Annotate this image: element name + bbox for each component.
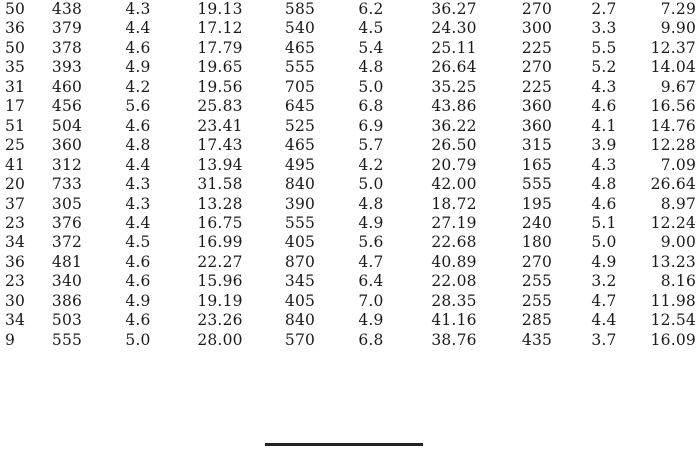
table-cell: 435 [521, 330, 553, 349]
table-cell: 28.35 [431, 291, 477, 310]
table-cell: 5.0 [125, 330, 151, 349]
table-cell: 270 [521, 0, 553, 18]
table-cell: 3.3 [591, 19, 617, 38]
table-row [0, 331, 700, 350]
table-cell: 50 [5, 0, 26, 18]
table-cell: 9.90 [660, 19, 696, 38]
table-cell: 4.4 [125, 213, 151, 232]
table-cell: 4.2 [125, 77, 151, 96]
table-cell: 6.8 [358, 330, 384, 349]
table-cell: 5.0 [358, 77, 384, 96]
table-cell: 5.0 [591, 233, 617, 252]
table-cell: 6.2 [358, 0, 384, 18]
table-cell: 405 [284, 233, 316, 252]
table-cell: 870 [284, 252, 316, 271]
table-cell: 465 [284, 38, 316, 57]
table-cell: 405 [284, 291, 316, 310]
table-cell: 6.8 [358, 97, 384, 116]
table-cell: 17.43 [197, 136, 243, 155]
table-cell: 165 [521, 155, 553, 174]
table-cell: 4.7 [358, 252, 384, 271]
table-cell: 4.9 [358, 213, 384, 232]
table-cell: 4.2 [358, 155, 384, 174]
table-cell: 4.6 [125, 116, 151, 135]
table-cell: 503 [51, 311, 83, 330]
table-cell: 270 [521, 58, 553, 77]
table-cell: 733 [51, 175, 83, 194]
table-cell: 840 [284, 175, 316, 194]
table-row [0, 39, 700, 58]
table-cell: 26.64 [431, 58, 477, 77]
table-cell: 4.7 [591, 291, 617, 310]
table-cell: 6.9 [358, 116, 384, 135]
table-cell: 18.72 [431, 194, 477, 213]
table-cell: 4.9 [125, 58, 151, 77]
table-cell: 12.37 [650, 38, 696, 57]
table-cell: 15.96 [197, 272, 243, 291]
table-cell: 6.4 [358, 272, 384, 291]
table-row [0, 233, 700, 252]
table-cell: 481 [51, 252, 83, 271]
table-cell: 555 [521, 175, 553, 194]
table-cell: 4.8 [358, 194, 384, 213]
table-cell: 23 [5, 272, 26, 291]
table-cell: 4.4 [125, 155, 151, 174]
table-cell: 40.89 [431, 252, 477, 271]
table-row [0, 253, 700, 272]
table-cell: 7.0 [358, 291, 384, 310]
table-cell: 31.58 [197, 175, 243, 194]
table-cell: 2.7 [591, 0, 617, 18]
table-cell: 50 [5, 38, 26, 57]
table-cell: 360 [521, 116, 553, 135]
table-cell: 22.68 [431, 233, 477, 252]
table-cell: 372 [51, 233, 83, 252]
table-cell: 8.16 [660, 272, 696, 291]
table-cell: 35 [5, 58, 26, 77]
table-cell: 540 [284, 19, 316, 38]
table-cell: 315 [521, 136, 553, 155]
table-cell: 42.00 [431, 175, 477, 194]
table-cell: 4.5 [358, 19, 384, 38]
table-cell: 25.11 [431, 38, 477, 57]
table-cell: 255 [521, 291, 553, 310]
table-cell: 4.4 [125, 19, 151, 38]
table-row [0, 0, 700, 19]
table-cell: 305 [51, 194, 83, 213]
table-cell: 225 [521, 38, 553, 57]
table-cell: 285 [521, 311, 553, 330]
table-cell: 13.94 [197, 155, 243, 174]
table-cell: 36 [5, 252, 26, 271]
table-cell: 9.00 [660, 233, 696, 252]
table-cell: 16.09 [650, 330, 696, 349]
table-cell: 4.8 [358, 58, 384, 77]
table-cell: 456 [51, 97, 83, 116]
table-cell: 4.1 [591, 116, 617, 135]
table-cell: 34 [5, 233, 26, 252]
table-cell: 345 [284, 272, 316, 291]
table-cell: 36.27 [431, 0, 477, 18]
table-row [0, 311, 700, 330]
table-cell: 41.16 [431, 311, 477, 330]
table-cell: 41 [5, 155, 26, 174]
table-row [0, 97, 700, 116]
table-cell: 25 [5, 136, 26, 155]
table-cell: 34 [5, 311, 26, 330]
table-cell: 255 [521, 272, 553, 291]
table-cell: 5.0 [358, 175, 384, 194]
table-cell: 36 [5, 19, 26, 38]
table-cell: 4.6 [591, 194, 617, 213]
table-row [0, 156, 700, 175]
table-cell: 300 [521, 19, 553, 38]
table-cell: 26.50 [431, 136, 477, 155]
table-cell: 3.7 [591, 330, 617, 349]
table-cell: 16.99 [197, 233, 243, 252]
table-cell: 376 [51, 213, 83, 232]
table-cell: 270 [521, 252, 553, 271]
table-cell: 360 [51, 136, 83, 155]
table-row [0, 214, 700, 233]
table-cell: 4.6 [125, 311, 151, 330]
table-row [0, 272, 700, 291]
table-cell: 16.75 [197, 213, 243, 232]
table-row [0, 117, 700, 136]
table-cell: 585 [284, 0, 316, 18]
table-row [0, 292, 700, 311]
table-cell: 180 [521, 233, 553, 252]
table-row [0, 19, 700, 38]
table-row [0, 195, 700, 214]
table-cell: 379 [51, 19, 83, 38]
table-cell: 504 [51, 116, 83, 135]
table-cell: 19.19 [197, 291, 243, 310]
table-cell: 555 [51, 330, 83, 349]
table-cell: 5.6 [125, 97, 151, 116]
table-cell: 4.6 [125, 272, 151, 291]
table-cell: 37 [5, 194, 26, 213]
table-cell: 19.65 [197, 58, 243, 77]
table-cell: 840 [284, 311, 316, 330]
table-cell: 4.6 [591, 97, 617, 116]
table-cell: 14.76 [650, 116, 696, 135]
table-cell: 4.8 [125, 136, 151, 155]
table-cell: 38.76 [431, 330, 477, 349]
table-cell: 7.09 [660, 155, 696, 174]
table-cell: 393 [51, 58, 83, 77]
table-cell: 4.5 [125, 233, 151, 252]
table-cell: 312 [51, 155, 83, 174]
table-cell: 19.13 [197, 0, 243, 18]
table-cell: 4.8 [591, 175, 617, 194]
table-cell: 4.9 [358, 311, 384, 330]
table-cell: 240 [521, 213, 553, 232]
table-cell: 5.4 [358, 38, 384, 57]
table-cell: 360 [521, 97, 553, 116]
table-cell: 4.9 [591, 252, 617, 271]
table-cell: 5.5 [591, 38, 617, 57]
table-cell: 225 [521, 77, 553, 96]
table-cell: 28.00 [197, 330, 243, 349]
table-cell: 3.9 [591, 136, 617, 155]
table-cell: 465 [284, 136, 316, 155]
table-cell: 4.3 [125, 175, 151, 194]
table-cell: 16.56 [650, 97, 696, 116]
table-cell: 378 [51, 38, 83, 57]
table-cell: 12.28 [650, 136, 696, 155]
table-cell: 23 [5, 213, 26, 232]
table-row [0, 175, 700, 194]
table-cell: 570 [284, 330, 316, 349]
table-cell: 4.6 [125, 38, 151, 57]
table-cell: 17.12 [197, 19, 243, 38]
table-cell: 9 [5, 330, 16, 349]
table-cell: 22.08 [431, 272, 477, 291]
table-cell: 26.64 [650, 175, 696, 194]
table-cell: 43.86 [431, 97, 477, 116]
table-cell: 22.27 [197, 252, 243, 271]
table-cell: 555 [284, 213, 316, 232]
table-cell: 3.2 [591, 272, 617, 291]
table-cell: 4.4 [591, 311, 617, 330]
table-cell: 20 [5, 175, 26, 194]
table-cell: 51 [5, 116, 26, 135]
table-cell: 4.3 [591, 77, 617, 96]
table-cell: 20.79 [431, 155, 477, 174]
table-cell: 4.3 [125, 0, 151, 18]
table-cell: 5.2 [591, 58, 617, 77]
table-cell: 525 [284, 116, 316, 135]
table-row [0, 136, 700, 155]
table-cell: 36.22 [431, 116, 477, 135]
table-cell: 23.26 [197, 311, 243, 330]
table-cell: 195 [521, 194, 553, 213]
table-cell: 9.67 [660, 77, 696, 96]
table-cell: 438 [51, 0, 83, 18]
table-cell: 24.30 [431, 19, 477, 38]
table-cell: 390 [284, 194, 316, 213]
table-cell: 4.3 [125, 194, 151, 213]
table-cell: 27.19 [431, 213, 477, 232]
table-cell: 25.83 [197, 97, 243, 116]
table-row [0, 58, 700, 77]
table-cell: 14.04 [650, 58, 696, 77]
table-row [0, 78, 700, 97]
table-cell: 30 [5, 291, 26, 310]
table-cell: 5.1 [591, 213, 617, 232]
table-cell: 5.6 [358, 233, 384, 252]
table-cell: 17.79 [197, 38, 243, 57]
table-cell: 645 [284, 97, 316, 116]
section-divider-rule [265, 443, 423, 446]
table-cell: 340 [51, 272, 83, 291]
table-cell: 12.54 [650, 311, 696, 330]
table-cell: 7.29 [660, 0, 696, 18]
table-cell: 4.9 [125, 291, 151, 310]
table-cell: 12.24 [650, 213, 696, 232]
table-cell: 5.7 [358, 136, 384, 155]
table-cell: 23.41 [197, 116, 243, 135]
table-cell: 386 [51, 291, 83, 310]
table-cell: 555 [284, 58, 316, 77]
table-cell: 19.56 [197, 77, 243, 96]
table-cell: 31 [5, 77, 26, 96]
table-cell: 13.28 [197, 194, 243, 213]
table-cell: 35.25 [431, 77, 477, 96]
table-cell: 705 [284, 77, 316, 96]
table-cell: 8.97 [660, 194, 696, 213]
table-cell: 4.6 [125, 252, 151, 271]
table-cell: 17 [5, 97, 26, 116]
table-cell: 11.98 [650, 291, 696, 310]
table-cell: 460 [51, 77, 83, 96]
table-cell: 13.23 [650, 252, 696, 271]
table-cell: 4.3 [591, 155, 617, 174]
table-cell: 495 [284, 155, 316, 174]
